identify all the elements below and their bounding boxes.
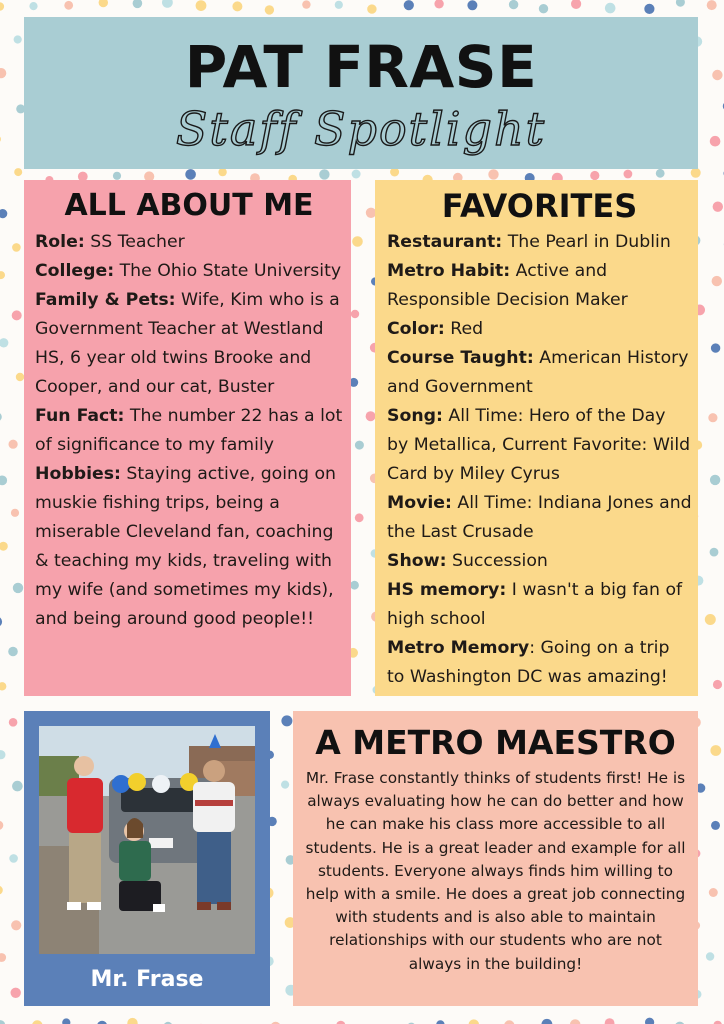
background-dot xyxy=(185,169,196,180)
background-dot xyxy=(162,0,173,8)
background-dot xyxy=(11,920,21,930)
all-about-me-box xyxy=(24,180,351,696)
background-dot xyxy=(467,0,477,10)
background-dot xyxy=(644,4,654,14)
favorite-item-label: Show: xyxy=(387,551,447,571)
background-dot xyxy=(14,35,22,43)
about-item xyxy=(35,228,343,257)
background-dot xyxy=(0,135,1,143)
background-dot xyxy=(0,2,4,10)
about-item-text: Staying active, going on muskie fishing trips, being a miserable Cleveland fan, coaching & teaching my kids, traveling with my wife (and sometimes my kids), and being around good people!! xyxy=(35,464,336,629)
background-dot xyxy=(488,169,498,179)
background-dot xyxy=(656,169,665,178)
background-dot xyxy=(196,0,207,11)
favorite-item xyxy=(387,257,692,315)
favorite-item-text: I wasn't a big fan of high school xyxy=(387,580,683,629)
background-dot xyxy=(710,548,719,557)
background-dot xyxy=(711,821,720,830)
background-dot xyxy=(302,0,310,8)
background-dot xyxy=(0,886,3,895)
staff-name-title: PAT FRASE xyxy=(184,33,538,101)
metro-maestro-heading: A METRO MAESTRO xyxy=(315,723,676,762)
background-dot xyxy=(0,68,6,78)
background-dot xyxy=(218,168,226,176)
background-dot xyxy=(434,0,443,8)
background-dot xyxy=(62,1018,70,1024)
background-dot xyxy=(29,2,37,10)
background-dot xyxy=(676,0,685,7)
favorite-item xyxy=(387,315,692,344)
background-dot xyxy=(9,718,18,727)
background-dot xyxy=(509,0,518,9)
background-dot xyxy=(708,413,717,422)
background-dot xyxy=(709,888,718,897)
background-dot xyxy=(710,136,721,147)
background-dot xyxy=(605,1018,615,1024)
about-item xyxy=(35,286,343,402)
favorite-item-text: Succession xyxy=(446,551,548,571)
background-dot xyxy=(539,4,548,13)
about-item-label: Hobbies: xyxy=(35,464,121,484)
background-dot xyxy=(705,614,716,625)
favorite-item-label: Song: xyxy=(387,406,443,426)
background-dot xyxy=(571,0,581,9)
about-item xyxy=(35,460,343,634)
favorite-item-label: Course Taught: xyxy=(387,348,534,368)
background-dot xyxy=(691,168,701,178)
favorite-item-label: Color: xyxy=(387,319,445,339)
favorite-item-label: HS memory: xyxy=(387,580,507,600)
background-dot xyxy=(12,310,22,320)
background-dot xyxy=(319,169,329,179)
favorite-item-label: Movie: xyxy=(387,493,452,513)
background-dot xyxy=(590,171,599,180)
background-dot xyxy=(624,170,633,179)
background-dot xyxy=(351,310,359,318)
background-dot xyxy=(436,1020,444,1024)
background-dot xyxy=(0,953,6,962)
background-dot xyxy=(281,715,292,726)
background-dot xyxy=(352,236,363,247)
background-dot xyxy=(0,1020,5,1024)
staff-spotlight-subtitle: Staff Spotlight xyxy=(175,102,547,156)
background-dot xyxy=(710,475,720,485)
background-dot xyxy=(127,1018,137,1024)
favorite-item-text: The Pearl in Dublin xyxy=(502,232,671,252)
background-dot xyxy=(113,172,121,180)
background-dot xyxy=(265,5,274,14)
background-dot xyxy=(713,202,723,212)
background-dot xyxy=(0,616,2,627)
background-dot xyxy=(469,1019,479,1024)
background-dot xyxy=(0,476,7,486)
background-dot xyxy=(355,441,364,450)
about-item-text: SS Teacher xyxy=(84,232,185,252)
background-dot xyxy=(350,581,359,590)
all-about-me-list xyxy=(35,228,343,634)
favorites-list xyxy=(387,228,692,692)
about-item-text: The number 22 has a lot of significance to my family xyxy=(35,406,343,455)
about-item-label: College: xyxy=(35,261,115,281)
background-dot xyxy=(0,209,7,218)
all-about-me-heading: ALL ABOUT ME xyxy=(64,188,314,223)
background-dot xyxy=(99,0,108,7)
background-dot xyxy=(11,509,19,517)
favorite-item-text: : Going on a trip to Washington DC was amazing! xyxy=(387,638,670,687)
background-dot xyxy=(12,781,23,792)
background-dot xyxy=(9,854,18,863)
background-dot xyxy=(570,1019,580,1024)
background-dot xyxy=(710,745,721,756)
staff-photo xyxy=(39,726,255,954)
background-dot xyxy=(711,343,720,352)
background-dot xyxy=(133,0,143,8)
metro-maestro-paragraph: Mr. Frase constantly thinks of students first! He is always evaluating how he can do better and how he can make his class more accessible to all students. He is a great leader and example for all students. Everyone always finds him willing to help with a smile. He does a great job connecting with students and is also able to maintain relationships with our students who are not always in the building! xyxy=(305,769,686,973)
favorite-item-text: Red xyxy=(444,319,484,339)
background-dot xyxy=(8,647,18,657)
background-dot xyxy=(9,440,18,449)
background-dot xyxy=(32,1020,43,1024)
background-dot xyxy=(12,243,21,252)
background-dot xyxy=(0,338,8,347)
background-dot xyxy=(64,1,73,10)
photo-card xyxy=(24,711,270,1006)
background-dot xyxy=(0,542,8,551)
favorite-item xyxy=(387,228,692,257)
background-dot xyxy=(707,0,717,10)
favorite-item xyxy=(387,489,692,547)
about-item-label: Role: xyxy=(35,232,85,252)
photo-caption: Mr. Frase xyxy=(90,967,204,992)
background-dot xyxy=(712,70,722,80)
background-dot xyxy=(11,988,21,998)
favorites-heading: FAVORITES xyxy=(441,187,638,225)
background-dot xyxy=(706,952,714,960)
favorite-item-text: All Time: Hero of the Day by Metallica, Current Favorite: Wild Card by Miley Cyrus xyxy=(387,406,691,484)
background-dot xyxy=(335,1,343,9)
favorite-item-label: Restaurant: xyxy=(387,232,503,252)
background-dot xyxy=(0,412,2,421)
favorite-item-label: Metro Habit: xyxy=(387,261,511,281)
background-dot xyxy=(504,1020,514,1024)
background-dot xyxy=(0,750,6,759)
about-item-text: The Ohio State University xyxy=(114,261,342,281)
background-dot xyxy=(352,170,361,179)
background-dot xyxy=(541,1019,552,1024)
favorite-item-text: All Time: Indiana Jones and the Last Crusade xyxy=(387,493,692,542)
background-dot xyxy=(712,276,722,286)
background-dot xyxy=(0,821,3,830)
background-dot xyxy=(14,168,22,176)
background-dot xyxy=(404,0,414,10)
favorite-item xyxy=(387,402,692,489)
about-item xyxy=(35,257,343,286)
background-dot xyxy=(605,3,616,14)
favorite-item-text: Active and Responsible Decision Maker xyxy=(387,261,628,310)
favorite-item xyxy=(387,576,692,634)
background-dot xyxy=(713,680,722,689)
favorite-item xyxy=(387,344,692,402)
metro-maestro-box xyxy=(293,711,698,1006)
background-dot xyxy=(232,1,242,11)
background-dot xyxy=(0,682,6,690)
background-dot xyxy=(367,4,376,13)
background-dot xyxy=(16,373,24,381)
background-dot xyxy=(355,513,364,522)
favorite-item-label: Metro Memory xyxy=(387,638,530,658)
favorites-box xyxy=(375,180,698,696)
about-item-label: Fun Fact: xyxy=(35,406,125,426)
background-dot xyxy=(0,271,5,279)
favorite-item-text: American History and Government xyxy=(387,348,689,397)
about-item-label: Family & Pets: xyxy=(35,290,176,310)
header-banner xyxy=(24,17,698,169)
background-dot xyxy=(281,781,289,789)
about-item-text: Wife, Kim who is a Government Teacher at Westland HS, 6 year old twins Brooke and Cooper, and our cat, Buster xyxy=(35,290,340,397)
favorite-item xyxy=(387,547,692,576)
background-dot xyxy=(13,583,23,593)
about-item xyxy=(35,402,343,460)
favorite-item xyxy=(387,634,692,692)
background-dot xyxy=(645,1018,654,1024)
